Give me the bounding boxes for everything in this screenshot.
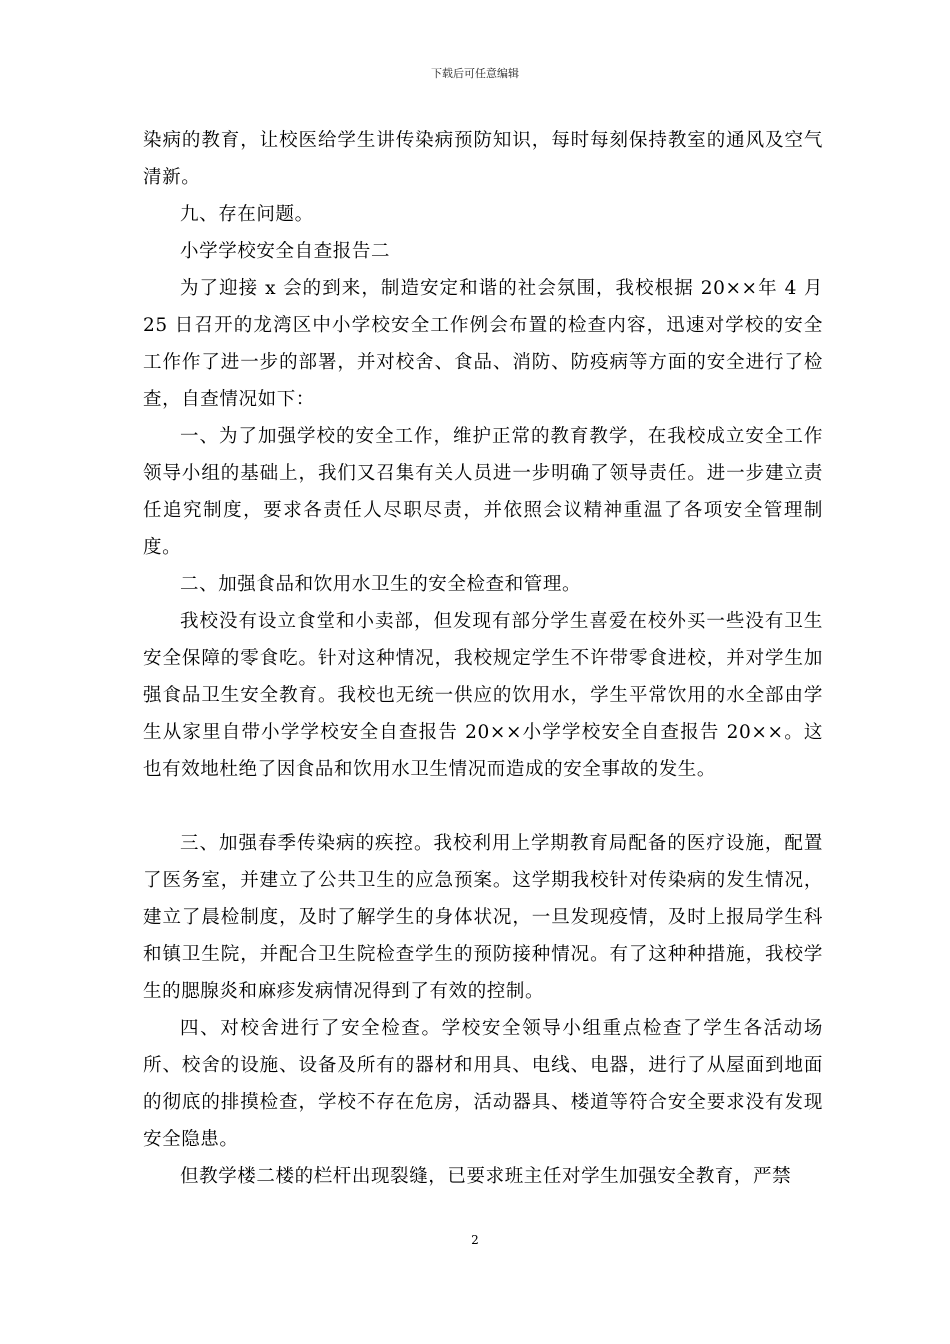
paragraph-intro: 为了迎接 x 会的到来，制造安定和谐的社会氛围，我校根据 20××年 4 月 25 日召开的龙湾区中小学校安全工作例会布置的检查内容，迅速对学校的安全工作作了进一步的部署，并对校舍、食品、消防、防疫病等方面的安全进行了检查，自查情况如下：	[143, 278, 823, 410]
report-title: 小学学校安全自查报告二	[180, 241, 391, 262]
page-header: 下载后可任意编辑	[431, 67, 519, 80]
paragraph-continuation: 染病的教育，让校医给学生讲传染病预防知识，每时每刻保持教室的通风及空气清新。	[143, 130, 823, 188]
paragraph-leadership: 一、为了加强学校的安全工作，维护正常的教育教学，在我校成立安全工作领导小组的基础上，我们又召集有关人员进一步明确了领导责任。进一步建立责任追究制度，要求各责任人尽职尽责，并依照会议精神重温了各项安全管理制度。	[143, 426, 823, 558]
section-heading-food-water: 二、加强食品和饮用水卫生的安全检查和管理。	[180, 574, 582, 595]
paragraph-railing: 但教学楼二楼的栏杆出现裂缝，已要求班主任对学生加强安全教育，严禁	[180, 1166, 792, 1187]
paragraph-building-inspection: 四、对校舍进行了安全检查。学校安全领导小组重点检查了学生各活动场所、校舍的设施、设备及所有的器材和用具、电线、电器，进行了从屋面到地面的彻底的排摸检查，学校不存在危房，活动器具、楼道等符合安全要求没有发现安全隐患。	[143, 1018, 823, 1150]
paragraph-disease-control: 三、加强春季传染病的疾控。我校利用上学期教育局配备的医疗设施，配置了医务室，并建立了公共卫生的应急预案。这学期我校针对传染病的发生情况，建立了晨检制度，及时了解学生的身体状况，一旦发现疫情，及时上报局学生科和镇卫生院，并配合卫生院检查学生的预防接种情况。有了这种种措施，我校学生的腮腺炎和麻疹发病情况得到了有效的控制。	[143, 833, 823, 1002]
paragraph-food-water: 我校没有设立食堂和小卖部，但发现有部分学生喜爱在校外买一些没有卫生安全保障的零食吃。针对这种情况，我校规定学生不许带零食进校，并对学生加强食品卫生安全教育。我校也无统一供应的饮用水，学生平常饮用的水全部由学生从家里自带小学学校安全自查报告 20××小学学校安全自查报告 20××。这也有效地杜绝了因食品和饮用水卫生情况而造成的安全事故的发生。	[143, 611, 823, 780]
page-number: 2	[471, 1233, 479, 1247]
section-heading-problems: 九、存在问题。	[180, 204, 314, 225]
document-body	[143, 122, 823, 1195]
